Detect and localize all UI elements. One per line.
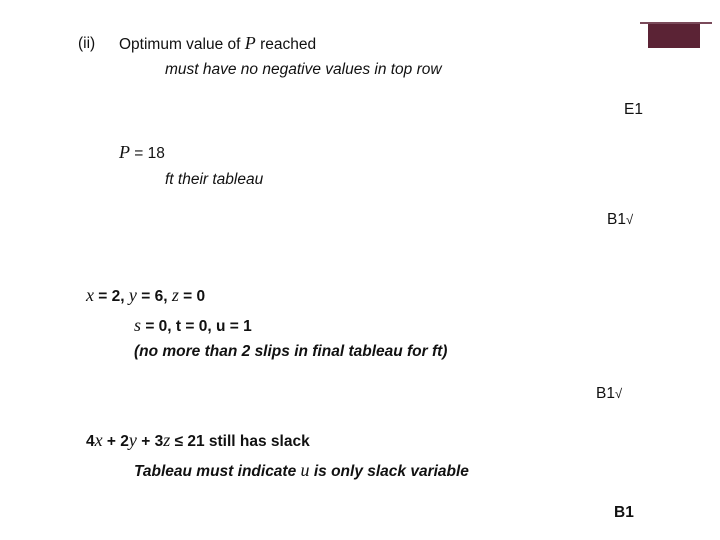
constraint-coef-3: + 3	[136, 433, 164, 450]
p-value-note: ft their tableau	[165, 171, 264, 188]
s-var: s	[134, 315, 142, 335]
p-var: P	[119, 142, 130, 162]
part-label	[78, 35, 95, 53]
z-var: z	[171, 285, 179, 305]
mark-b1-ft-2	[596, 385, 622, 403]
part-label-text: (ii)	[78, 35, 96, 52]
slack-variable-note	[134, 460, 469, 481]
optimum-heading	[119, 33, 316, 54]
constraint-y-var: y	[128, 430, 137, 450]
mark-b1-ft-1	[607, 211, 633, 229]
x-var: x	[86, 285, 94, 305]
optimum-heading-post: reached	[255, 36, 317, 53]
slips-note: (no more than 2 slips in final tableau for ft)	[134, 343, 448, 360]
slack-note-var: u	[300, 460, 310, 480]
slide-accent-block	[648, 22, 700, 48]
p-value-line	[119, 142, 165, 163]
mark-b1-ft-2-text: B1	[596, 385, 615, 402]
mark-b1: B1	[614, 504, 634, 521]
constraint-coef-1: 4	[86, 433, 95, 450]
slack-note-mid: is only slack variable	[309, 463, 469, 480]
slack-values-line	[134, 315, 252, 336]
optimum-note: must have no negative values in top row	[165, 61, 442, 78]
mark-e1: E1	[624, 101, 643, 118]
optimum-heading-var: P	[244, 33, 256, 53]
constraint-line	[86, 430, 310, 451]
constraint-coef-2: + 2	[102, 433, 129, 450]
constraint-rest: ≤ 21 still has slack	[170, 433, 310, 450]
tick-icon: √	[625, 212, 634, 227]
x-rest: = 2,	[94, 288, 129, 305]
mark-b1-ft-1-text: B1	[607, 211, 626, 228]
xyz-values-line	[86, 285, 205, 306]
y-rest: = 6,	[136, 288, 172, 305]
y-var: y	[128, 285, 137, 305]
constraint-z-var: z	[163, 430, 171, 450]
slack-note-pre: Tableau must indicate	[134, 463, 301, 480]
constraint-x-var: x	[94, 430, 103, 450]
p-value-rest: = 18	[130, 145, 165, 162]
optimum-heading-pre: Optimum value of	[119, 36, 245, 53]
z-rest: = 0	[178, 288, 206, 305]
slack-values-rest: = 0, t = 0, u = 1	[141, 318, 252, 335]
tick-icon: √	[614, 386, 623, 401]
slide-accent-line	[640, 22, 712, 24]
